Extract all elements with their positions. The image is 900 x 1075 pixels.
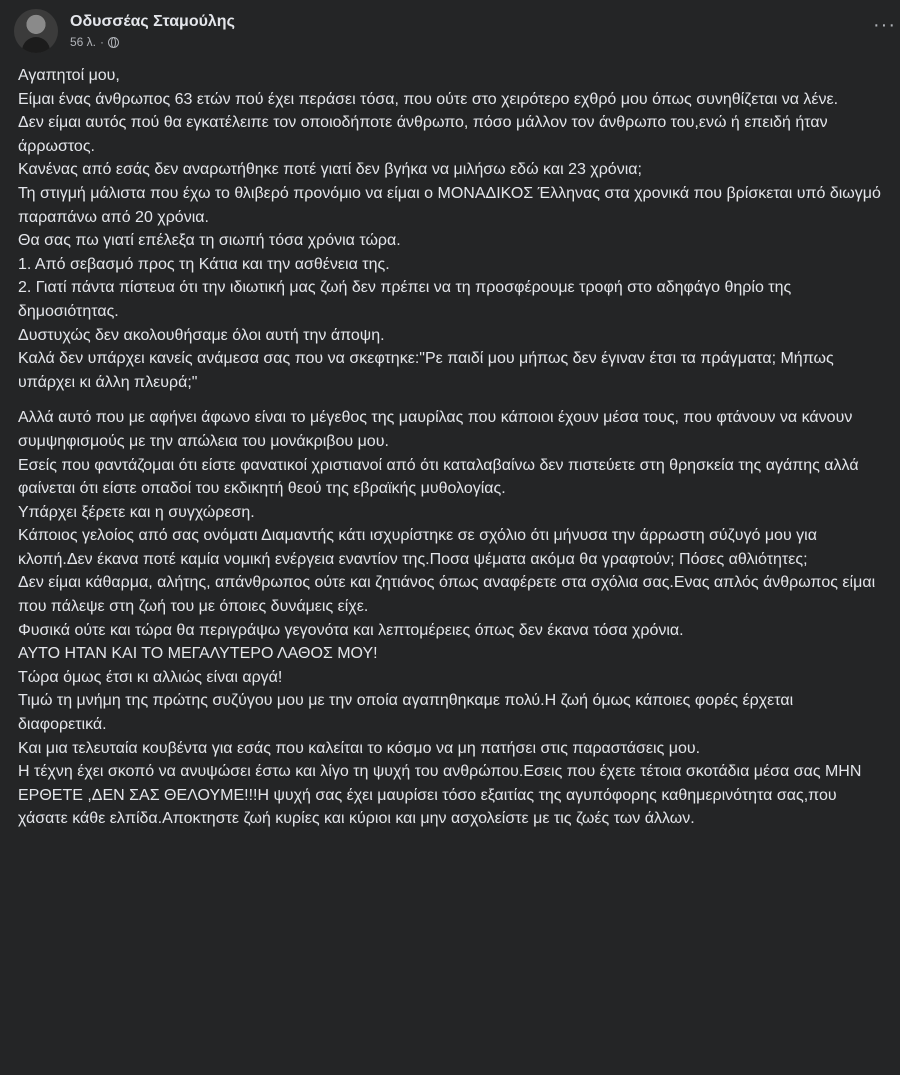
globe-icon	[108, 37, 119, 48]
paragraph: Τη στιγμή μάλιστα που έχω το θλιβερό προνόμιο να είμαι ο ΜΟΝΑΔΙΚΟΣ Έλληνας στα χρονικά που βρίσκεται υπό διωγμό παραπάνω από 20 χρόνια.	[18, 184, 881, 226]
paragraph: Δεν είμαι κάθαρμα, αλήτης, απάνθρωπος ούτε και ζητιάνος όπως αναφέρετε στα σχόλια σας.Ενας απλός άνθρωπος είμαι που πάλεψε στη ζωή του με όποιες δυνάμεις είχε.	[18, 574, 876, 616]
paragraph: ΑΥΤΟ ΗΤΑΝ ΚΑΙ ΤΟ ΜΕΓΑΛΥΤΕΡΟ ΛΑΘΟΣ ΜΟΥ!	[18, 645, 378, 663]
paragraph: Αγαπητοί μου,	[18, 67, 120, 84]
post-time[interactable]: 56 λ.	[70, 35, 97, 49]
meta-separator: ·	[100, 35, 105, 49]
paragraph: Τιμώ τη μνήμη της πρώτης συζύγου μου με την οποία αγαπηθηκαμε πολύ.Η ζωή όμως κάποιες φορές έρχεται διαφορετικά.	[18, 692, 794, 734]
paragraph: Κάποιος γελοίος από σας ονόματι Διαμαντής κάτι ισχυρίστηκε σε σχόλιο ότι μήνυσα την άρρωστη σύζυγό μου για κλοπή.Δεν έκανα ποτέ καμία νομική ενέργεια εναντίον της.Ποσα ψέματα ακόμα θα γραφτούν; Πόσες αθλιότητες;	[18, 527, 817, 568]
more-options-icon[interactable]: ···	[873, 14, 896, 36]
post-meta	[70, 13, 235, 49]
paragraph: Εσείς που φαντάζομαι ότι είστε φανατικοί χριστιανοί από ότι καταλαβαίνω δεν πιστεύετε στη θρησκεία της αγάπης αλλά φαίνεται ότι είστε οπαδοί του εκδικητή θεού της εβραϊκής μυθολογίας.	[18, 456, 859, 498]
paragraph: Αλλά αυτό που με αφήνει άφωνο είναι το μέγεθος της μαυρίλας που κάποιοι έχουν μέσα τους, που φτάνουν να κάνουν συμψηφισμούς με την απώλεια του μονάκριβου μου.	[18, 409, 853, 450]
avatar-silhouette	[22, 37, 50, 53]
paragraph: Δυστυχώς δεν ακολουθήσαμε όλοι αυτή την άποψη.	[18, 326, 385, 344]
post-subline	[70, 35, 235, 49]
paragraph: Φυσικά ούτε και τώρα θα περιγράψω γεγονότα και λεπτομέρειες όπως δεν έκανα τόσα χρόνια.	[18, 621, 684, 639]
paragraph: 2. Γιατί πάντα πίστευα ότι την ιδιωτική μας ζωή δεν πρέπει να τη προσφέρουμε τροφή στο αδηφάγο θηρίο της δημοσιότητας.	[18, 279, 792, 320]
paragraph: Θα σας πω γιατί επέλεξα τη σιωπή τόσα χρόνια τώρα.	[18, 232, 401, 250]
paragraph: Κανένας από εσάς δεν αναρωτήθηκε ποτέ γιατί δεν βγήκα να μιλήσω εδώ και 23 χρόνια;	[18, 161, 642, 179]
paragraph: Υπάρχει ξέρετε και η συγχώρεση.	[18, 503, 255, 521]
author-name[interactable]: Οδυσσέας Σταμούλης	[70, 13, 235, 30]
paragraph: Η τέχνη έχει σκοπό να ανυψώσει έστω και λίγο τη ψυχή του ανθρώπου.Εσεις που έχετε τέτοια σκοτάδια μέσα σας ΜΗΝ ΕΡΘΕΤΕ ,ΔΕΝ ΣΑΣ ΘΕΛΟΥΜΕ!!!Η ψυχή σας έχει μαυρίσει τόσο εξαιτίας της αγυπόφορης καθημερινότητα σας,που χάσατε κάθε ελπίδα.Αποκτηστε ζωή κυρίες και κύριοι και μην ασχολείστε με τις ζωές των άλλων.	[18, 763, 862, 828]
post-header	[14, 4, 880, 58]
paragraph: Και μια τελευταία κουβέντα για εσάς που καλείται το κόσμο να μη πατήσει στις παραστάσεις μου.	[18, 739, 701, 757]
paragraph: Τώρα όμως έτσι κι αλλιώς είναι αργά!	[18, 668, 283, 686]
paragraph: 1. Από σεβασμό προς τη Κάτια και την ασθένεια της.	[18, 255, 390, 273]
post-text	[18, 64, 884, 831]
avatar[interactable]	[14, 9, 58, 53]
paragraph: Είμαι ένας άνθρωπος 63 ετών πού έχει περάσει τόσα, που ούτε στο χειρότερο εχθρό μου όπως συνηθίζεται να λένε.	[18, 90, 839, 108]
paragraph: Δεν είμαι αυτός πού θα εγκατέλειπε τον οποιοδήποτε άνθρωπο, πόσο μάλλον τον άνθρωπο του,ενώ ή επειδή ήταν άρρωστος.	[18, 114, 828, 155]
paragraph: Καλά δεν υπάρχει κανείς ανάμεσα σας που να σκεφτηκε:"Ρε παιδί μου μήπως δεν έγιναν έτσι τα πράγματα; Μήπως υπάρχει κι άλλη πλευρά;"	[18, 350, 834, 391]
paragraph-gap	[18, 394, 884, 406]
